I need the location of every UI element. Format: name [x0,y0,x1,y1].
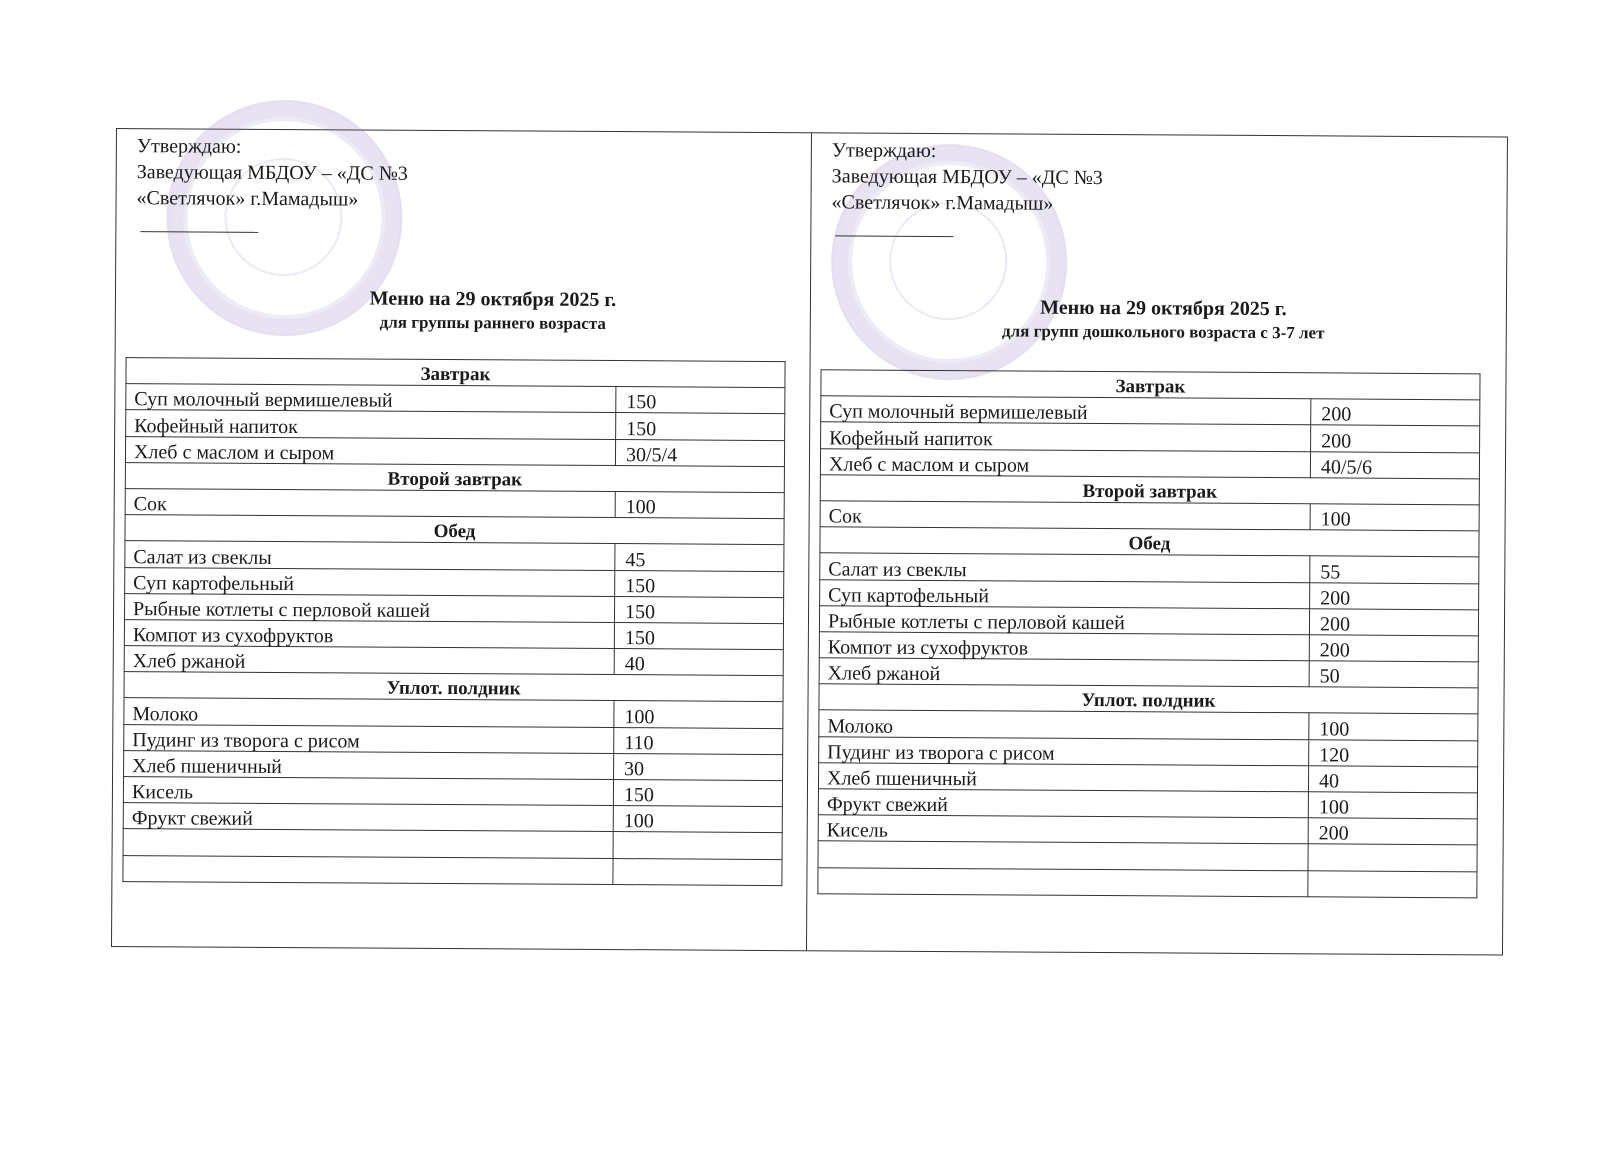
section-header-row [819,684,1478,714]
section-title: Второй завтрак [125,462,784,492]
empty-cell [818,867,1308,896]
empty-cell [818,841,1308,870]
section-title: Обед [820,527,1479,557]
portion-size: 45 [615,544,784,571]
table-row [124,750,783,780]
portion-size: 30 [614,753,783,780]
portion-size: 100 [1308,792,1477,819]
portion-size: 100 [614,701,783,728]
portion-size: 150 [614,596,783,623]
menu-table [817,369,1480,898]
portion-size: 100 [1309,713,1478,740]
portion-size: 200 [1310,582,1479,609]
dish-name: Салат из свеклы [820,553,1310,582]
empty-cell [613,858,782,885]
table-row [126,410,785,440]
dish-name: Фрукт свежий [818,789,1308,818]
table-row [819,605,1478,635]
table-row [818,763,1477,793]
menu-sheet [111,128,1508,955]
empty-cell [1308,870,1477,897]
dish-name: Хлеб ржаной [819,658,1309,687]
dish-name: Суп молочный вермишелевый [126,384,616,413]
section-title: Завтрак [126,358,785,388]
portion-size: 40/5/6 [1310,451,1479,478]
dish-name: Сок [820,501,1310,530]
empty-cell [613,832,782,859]
section-title: Уплот. полдник [819,684,1478,714]
section-title: Обед [125,515,784,545]
section-header-row [821,370,1480,400]
dish-name: Сок [125,489,615,518]
approval-position: Заведующая МБДОУ – «ДС №3 [831,165,1103,190]
table-row [818,815,1477,845]
dish-name: Рыбные котлеты с перловой кашей [124,593,614,622]
dish-name: Фрукт свежий [123,803,613,832]
approval-label: Утверждаю: [831,139,937,163]
dish-name: Молоко [819,710,1309,739]
portion-size: 150 [614,622,783,649]
portion-size: 200 [1308,818,1477,845]
empty-cell [1308,844,1477,871]
portion-size: 120 [1309,739,1478,766]
dish-name: Кисель [818,815,1308,844]
empty-cell [123,829,613,858]
portion-size: 110 [614,727,783,754]
portion-size: 200 [1311,425,1480,452]
dish-name: Суп молочный вермишелевый [821,396,1311,425]
dish-name: Салат из свеклы [125,541,615,570]
approval-position: Заведующая МБДОУ – «ДС №3 [136,161,408,185]
portion-size: 150 [615,570,784,597]
table-row [124,619,783,649]
table-row [124,724,783,754]
menu-heading [811,293,1506,345]
portion-size: 200 [1309,635,1478,662]
portion-size: 55 [1310,556,1479,583]
table-row [123,777,782,807]
portion-size: 40 [1308,766,1477,793]
menu-heading [116,284,810,336]
portion-size: 100 [613,806,782,833]
table-row [124,698,783,728]
table-row [125,541,784,571]
table-row [125,567,784,597]
table-row [125,489,784,519]
portion-size: 150 [613,780,782,807]
table-row [123,803,782,833]
dish-name: Пудинг из творога с рисом [819,736,1309,765]
section-header-row [125,515,784,545]
section-header-row [125,462,784,492]
table-row [819,736,1478,766]
portion-size: 150 [616,413,785,440]
table-row [126,384,785,414]
portion-size: 30/5/4 [615,439,784,466]
section-title: Второй завтрак [820,475,1479,505]
dish-name: Молоко [124,698,614,727]
table-row [820,448,1479,478]
empty-cell [123,855,613,884]
dish-name: Пудинг из творога с рисом [124,724,614,753]
menu-subtitle: для группы раннего возраста [379,312,606,333]
table-row [124,593,783,623]
menu-subtitle: для групп дошкольного возраста с 3-7 лет [1002,321,1325,343]
empty-row [123,855,782,885]
dish-name: Кисель [123,777,613,806]
dish-name: Кофейный напиток [126,410,616,439]
dish-name: Хлеб пшеничный [818,763,1308,792]
dish-name: Компот из сухофруктов [124,619,614,648]
table-row [819,658,1478,688]
menu-title: Меню на 29 октября 2025 г. [369,287,617,312]
table-row [818,789,1477,819]
section-header-row [820,527,1479,557]
menu-table [122,357,785,886]
dish-name: Хлеб с маслом и сыром [820,448,1310,477]
empty-row [818,867,1477,897]
approval-block [136,133,408,234]
portion-size: 100 [1310,504,1479,531]
empty-row [818,841,1477,871]
approval-institution: «Светлячок» г.Мамадыш» [831,191,1054,215]
dish-name: Рыбные котлеты с перловой кашей [819,605,1309,634]
section-header-row [126,358,785,388]
dish-name: Хлеб пшеничный [124,750,614,779]
portion-size: 50 [1309,661,1478,688]
table-row [819,632,1478,662]
approval-label: Утверждаю: [136,135,242,158]
portion-size: 200 [1309,608,1478,635]
portion-size: 40 [614,649,783,676]
table-row [125,436,784,466]
portion-size: 100 [615,491,784,518]
portion-size: 200 [1311,399,1480,426]
signature-line [140,211,258,233]
dish-name: Хлеб ржаной [124,646,614,675]
table-row [820,553,1479,583]
table-row [821,422,1480,452]
menu-panel-early-age [112,129,812,950]
dish-name: Хлеб с маслом и сыром [125,436,615,465]
table-row [820,579,1479,609]
table-row [821,396,1480,426]
approval-block [831,137,1103,238]
dish-name: Суп картофельный [125,567,615,596]
menu-title: Меню на 29 октября 2025 г. [1040,296,1287,321]
section-title: Уплот. полдник [124,672,783,702]
dish-name: Суп картофельный [820,579,1310,608]
section-header-row [820,475,1479,505]
empty-row [123,829,782,859]
signature-line [835,215,953,237]
dish-name: Кофейный напиток [821,422,1311,451]
section-title: Завтрак [821,370,1480,400]
menu-panel-preschool [807,133,1507,954]
table-row [819,710,1478,740]
table-row [124,646,783,676]
portion-size: 150 [616,387,785,414]
table-row [820,501,1479,531]
dish-name: Компот из сухофруктов [819,632,1309,661]
section-header-row [124,672,783,702]
approval-institution: «Светлячок» г.Мамадыш» [136,187,359,211]
